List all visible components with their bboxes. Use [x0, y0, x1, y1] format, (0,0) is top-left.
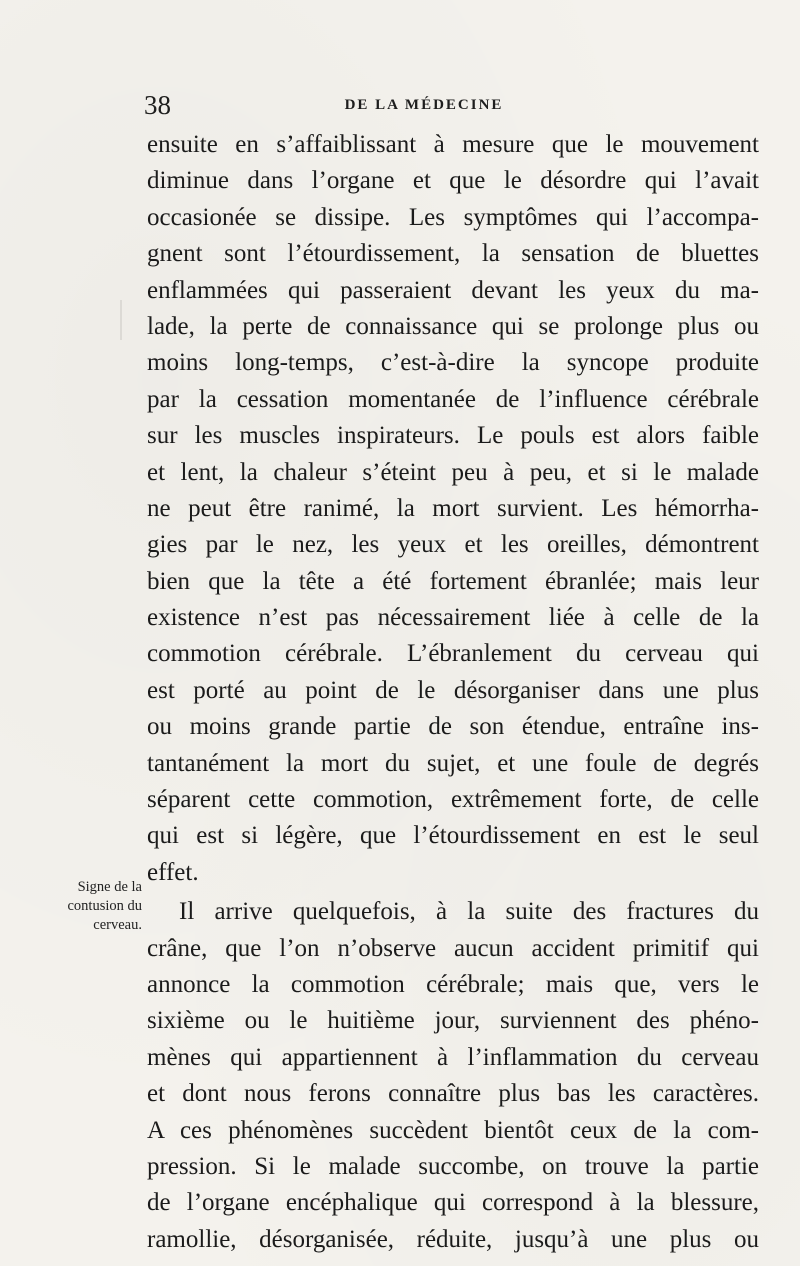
- text-line: ne peut être ranimé, la mort survient. Les hémorrha-: [147, 494, 759, 522]
- margin-note: [28, 878, 142, 935]
- text-line: moins long-temps, c’est-à-dire la syncope produite: [147, 349, 759, 377]
- page-number: 38: [144, 90, 171, 120]
- text-line: ramollie, désorganisée, réduite, jusqu’à une plus ou: [147, 1225, 759, 1253]
- text-line: gnent sont l’étourdissement, la sensation de bluettes: [147, 240, 759, 268]
- body-text: [147, 127, 759, 1258]
- text-line: diminue dans l’organe et que le désordre qui l’avait: [147, 167, 759, 195]
- text-line: et dont nous ferons connaître plus bas les caractères.: [147, 1080, 759, 1108]
- text-line: sur les muscles inspirateurs. Le pouls est alors faible: [147, 422, 759, 450]
- margin-note-line: Signe de la: [77, 879, 142, 895]
- paragraph-2: [147, 894, 759, 1258]
- text-line: annonce la commotion cérébrale; mais que, vers le: [147, 970, 759, 998]
- text-line: A ces phénomènes succèdent bientôt ceux de la com-: [147, 1116, 759, 1144]
- text-line: est porté au point de le désorganiser dans une plus: [147, 676, 759, 704]
- text-line: occasionée se dissipe. Les symptômes qui l’accompa-: [147, 203, 759, 231]
- text-line: Il arrive quelquefois, à la suite des fractures du: [179, 898, 759, 926]
- text-line: bien que la tête a été fortement ébranlée; mais leur: [147, 567, 759, 595]
- text-line: ensuite en s’affaiblissant à mesure que le mouvement: [147, 131, 759, 158]
- text-line: crâne, que l’on n’observe aucun accident primitif qui: [147, 934, 759, 962]
- text-line: mènes qui appartiennent à l’inflammation du cerveau: [147, 1043, 759, 1071]
- text-line: existence n’est pas nécessairement liée à celle de la: [147, 604, 759, 632]
- text-line: lade, la perte de connaissance qui se prolonge plus ou: [147, 312, 759, 340]
- text-line: et lent, la chaleur s’éteint peu à peu, et si le malade: [147, 458, 759, 486]
- text-line: commotion cérébrale. L’ébranlement du cerveau qui: [147, 640, 759, 668]
- text-line: sixième ou le huitième jour, surviennent des phéno-: [147, 1007, 759, 1035]
- text-line: qui est si légère, que l’étourdissement en est le seul: [147, 822, 759, 850]
- text-line: par la cessation momentanée de l’influence cérébrale: [147, 385, 759, 413]
- margin-note-line: cerveau.: [93, 917, 142, 933]
- text-line: enflammées qui passeraient devant les yeux du ma-: [147, 276, 759, 304]
- running-head: DE LA MÉDECINE: [344, 97, 504, 113]
- text-line: tantanément la mort du sujet, et une foule de degrés: [147, 749, 759, 777]
- text-line: gies par le nez, les yeux et les oreilles, démontrent: [147, 531, 759, 559]
- text-line: pression. Si le malade succombe, on trouve la partie: [147, 1152, 759, 1180]
- text-line: de l’organe encéphalique qui correspond à la blessure,: [147, 1189, 759, 1217]
- paragraph-1: [147, 127, 759, 891]
- text-line: séparent cette commotion, extrêmement forte, de celle: [147, 786, 759, 814]
- page-header: [144, 88, 764, 122]
- text-line: ou moins grande partie de son étendue, entraîne ins-: [147, 713, 759, 741]
- margin-note-line: contusion du: [67, 898, 142, 914]
- text-line: effet.: [147, 858, 199, 886]
- page-stain: [120, 300, 122, 340]
